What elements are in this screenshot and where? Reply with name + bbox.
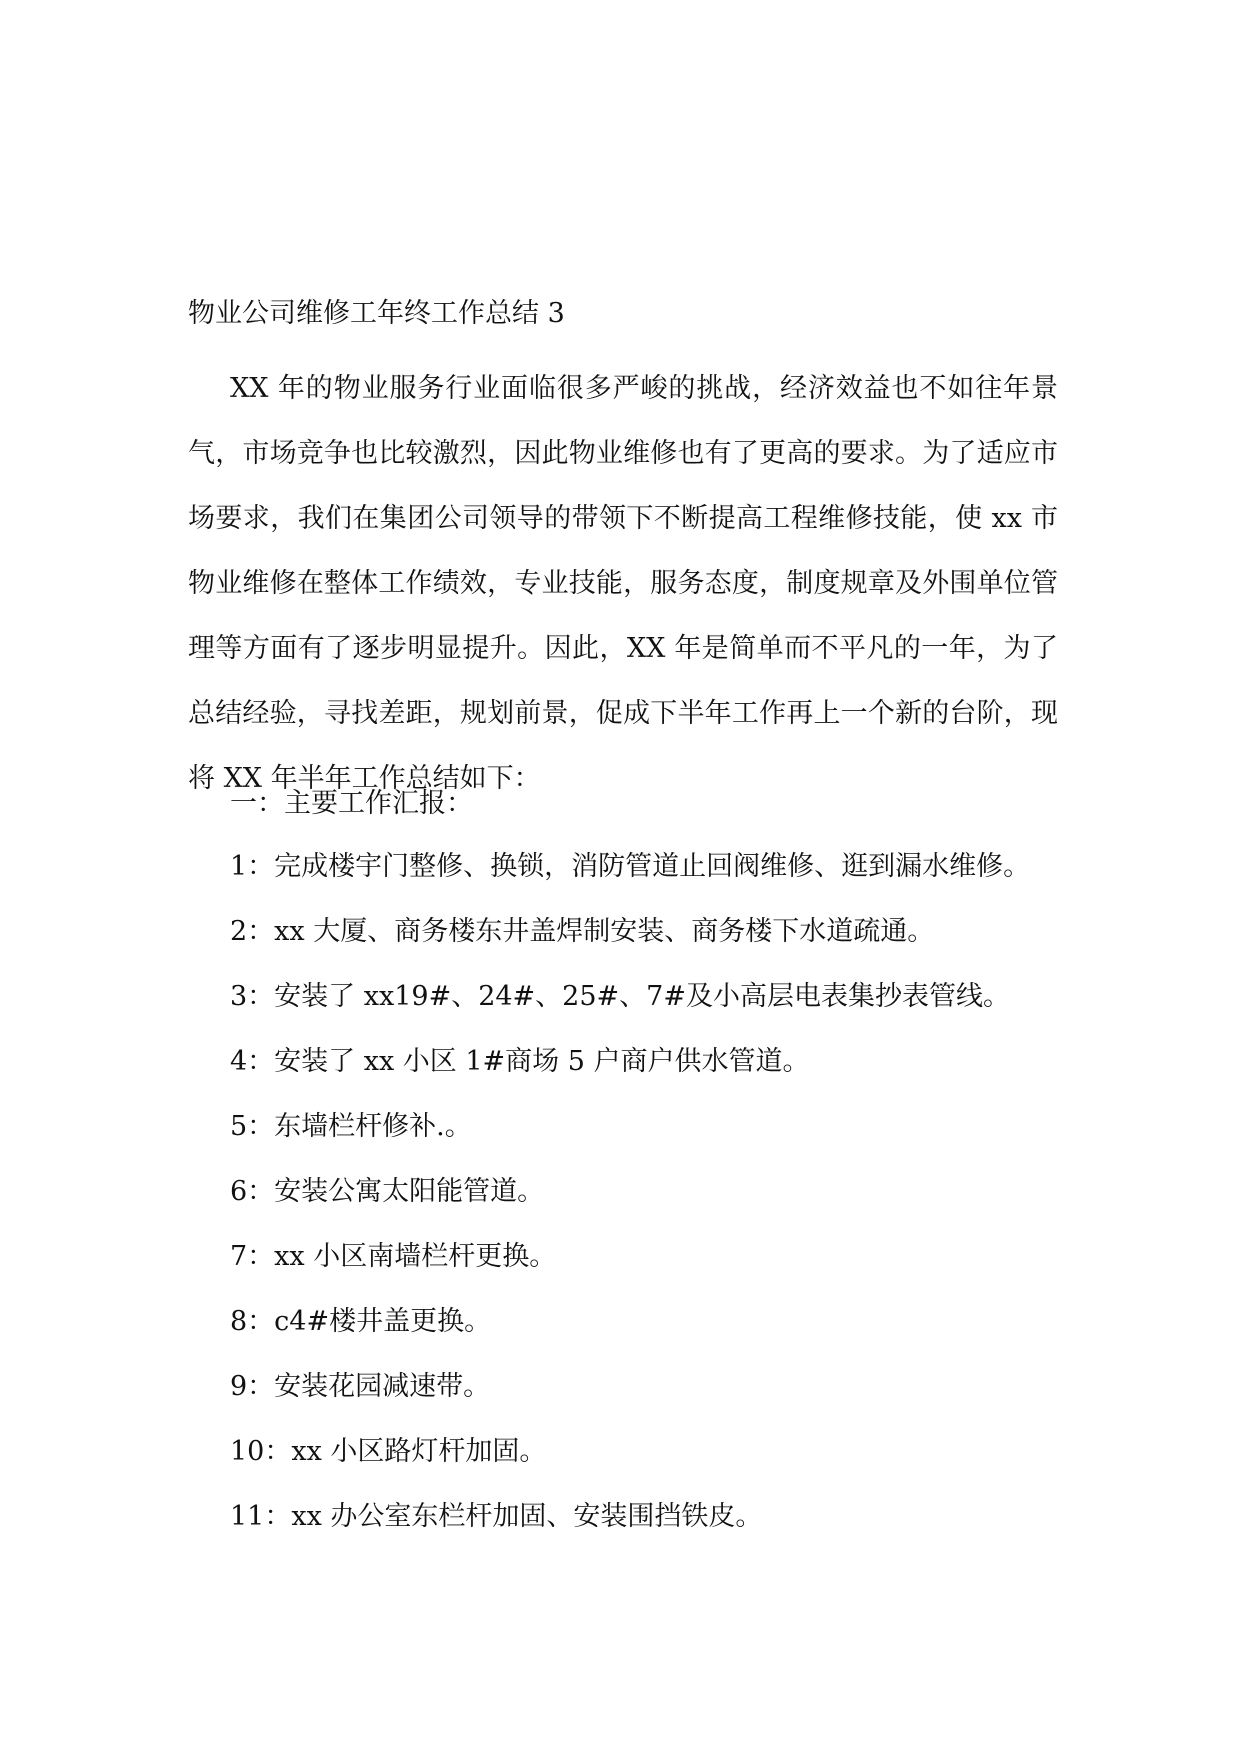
list-item: 6：安装公寓太阳能管道。 bbox=[230, 1176, 545, 1207]
list-item: 4：安装了 xx 小区 1#商场 5 户商户供水管道。 bbox=[230, 1046, 810, 1077]
list-item: 8：c4#楼井盖更换。 bbox=[230, 1306, 492, 1337]
list-item: 10：xx 小区路灯杆加固。 bbox=[230, 1436, 547, 1467]
section-heading: 一：主要工作汇报： bbox=[230, 788, 473, 819]
list-item: 2：xx 大厦、商务楼东井盖焊制安装、商务楼下水道疏通。 bbox=[230, 916, 935, 947]
list-item: 3：安装了 xx19#、24#、25#、7#及小高层电表集抄表管线。 bbox=[230, 981, 1010, 1012]
list-item: 5：东墙栏杆修补.。 bbox=[230, 1111, 472, 1142]
list-item: 9：安装花园减速带。 bbox=[230, 1371, 491, 1402]
work-items-list bbox=[230, 849, 1030, 1564]
list-item: 11：xx 办公室东栏杆加固、安装围挡铁皮。 bbox=[230, 1501, 763, 1532]
document-title: 物业公司维修工年终工作总结 3 bbox=[188, 298, 565, 329]
intro-paragraph: XX 年的物业服务行业面临很多严峻的挑战，经济效益也不如往年景气，市场竞争也比较激烈，因此物业维修也有了更高的要求。为了适应市场要求，我们在集团公司领导的带领下不断提高工程维修技能，使 xx 市物业维修在整体工作绩效，专业技能，服务态度，制度规章及外围单位管理等方面有了逐步明显提升。因此，XX 年是简单而不平凡的一年，为了总结经验，寻找差距，规划前景，促成下半年工作再上一个新的台阶，现将 XX 年半年工作总结如下： bbox=[188, 373, 1058, 794]
list-item: 7：xx 小区南墙栏杆更换。 bbox=[230, 1241, 557, 1272]
list-item: 1：完成楼宇门整修、换锁，消防管道止回阀维修、逛到漏水维修。 bbox=[230, 851, 1031, 882]
